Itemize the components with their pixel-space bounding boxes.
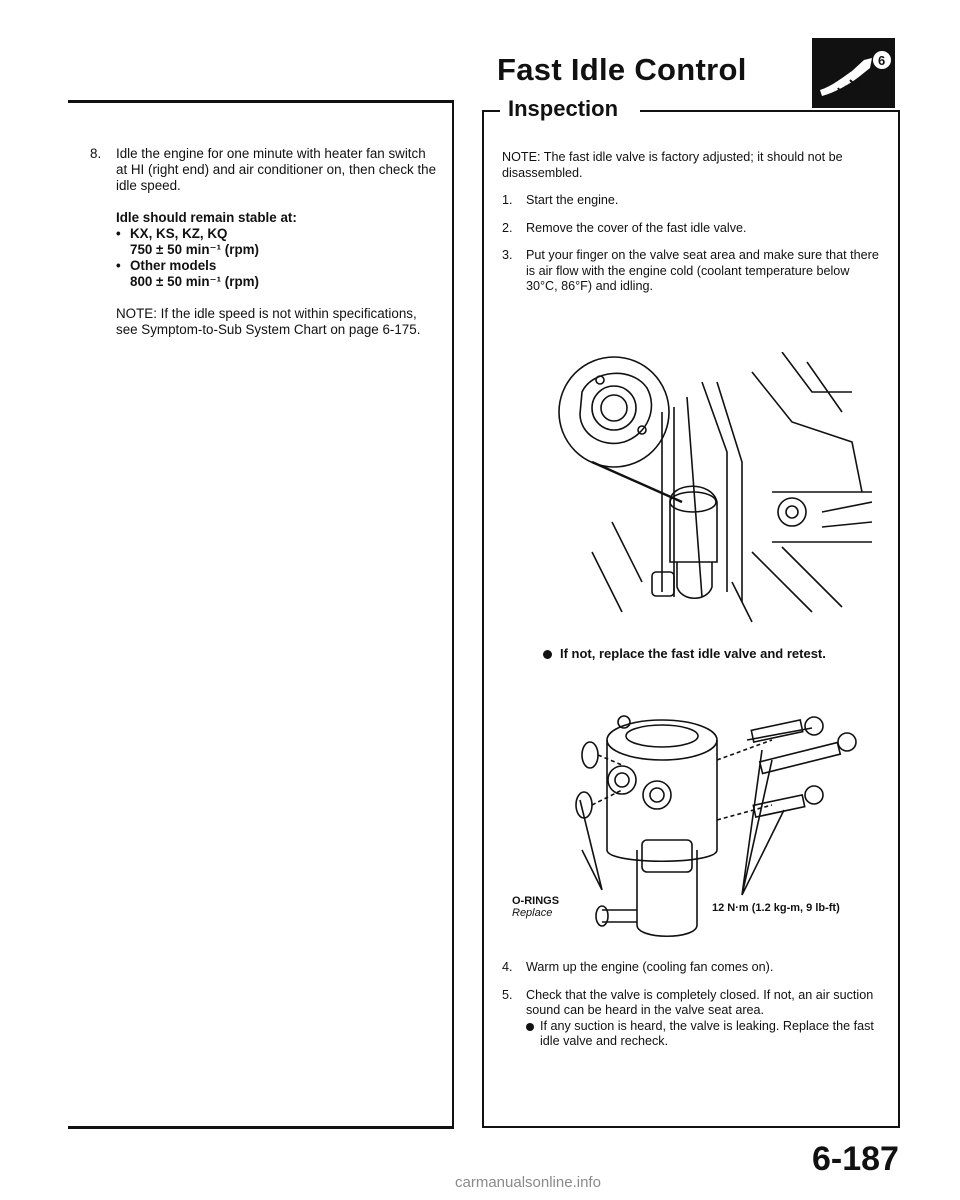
- step-number: 5.: [502, 987, 513, 1002]
- step-text: Idle the engine for one minute with heater fan switch at HI (right end) and air conditioner on, then check the idle speed.: [116, 146, 437, 193]
- step-4: [502, 960, 888, 976]
- torque-spec-label: 12 N·m (1.2 kg-m, 9 lb-ft): [712, 902, 840, 914]
- note-text: NOTE: If the idle speed is not within specifications, see Symptom-to-Sub System Chart on page 6-175.: [116, 306, 421, 337]
- inspection-steps-continued: [502, 960, 888, 1050]
- spec-label: • Other models: [130, 258, 217, 273]
- orings-title: O-RINGS: [512, 895, 560, 907]
- left-bottom-rule: [68, 1126, 454, 1129]
- left-column-border: [452, 100, 454, 1129]
- spec-label: • KX, KS, KZ, KQ: [130, 226, 228, 241]
- svg-text:6: 6: [878, 53, 886, 68]
- step-2: [502, 221, 882, 237]
- retest-text: If not, replace the fast idle valve and retest.: [560, 646, 826, 661]
- note-text: NOTE: The fast idle valve is factory adjusted; it should not be disassembled.: [502, 150, 843, 180]
- spec-value: 750 ± 50 min⁻¹ (rpm): [130, 242, 260, 257]
- step-5: [502, 988, 888, 1050]
- step-number: 8.: [90, 146, 102, 161]
- spec-heading: Idle should remain stable at:: [116, 210, 297, 225]
- page-title: Fast Idle Control: [497, 52, 747, 87]
- box-bottom-border: [482, 1126, 900, 1128]
- inspection-steps: [502, 150, 882, 307]
- step-number: 3.: [502, 248, 513, 262]
- spec-item: [116, 226, 440, 258]
- box-left-border: [482, 110, 484, 1128]
- step-text: Put your finger on the valve seat area and make sure that there is air flow with the engine cold (coolant temperature below 30°C, 86°F) and idling.: [526, 248, 879, 293]
- retest-instruction: [543, 646, 826, 661]
- spec-list: [116, 226, 440, 290]
- section-heading: Inspection: [502, 96, 624, 122]
- step-text: Remove the cover of the fast idle valve.: [526, 220, 747, 235]
- box-right-border: [898, 110, 900, 1128]
- orings-label: [512, 895, 559, 919]
- step-1: [502, 193, 882, 209]
- page-number: 6-187: [812, 1140, 899, 1178]
- box-top-rule-right: [640, 110, 900, 112]
- bullet-icon: [543, 650, 552, 659]
- step-number: 2.: [502, 220, 513, 235]
- step-8: [90, 146, 440, 338]
- spec-item: [116, 258, 440, 290]
- spec-value: 800 ± 50 min⁻¹ (rpm): [130, 274, 260, 289]
- watermark: carmanualsonline.info: [455, 1174, 601, 1191]
- leak-check-bullet: [526, 1019, 888, 1050]
- orings-replace: Replace: [512, 907, 553, 919]
- bullet-text: If any suction is heard, the valve is leaking. Replace the fast idle valve and recheck.: [540, 1018, 874, 1048]
- box-top-rule-left: [482, 110, 500, 112]
- section-logo-icon: [812, 38, 895, 108]
- left-top-rule: [68, 100, 454, 103]
- bullet-icon: [526, 1023, 534, 1031]
- engine-valve-illustration: [552, 352, 872, 627]
- step-number: 4.: [502, 960, 513, 974]
- step-text: Warm up the engine (cooling fan comes on).: [526, 960, 774, 974]
- step-3: [502, 248, 882, 295]
- step-text: Start the engine.: [526, 193, 619, 207]
- step-number: 1.: [502, 193, 513, 207]
- step-text: Check that the valve is completely closed. If not, an air suction sound can be heard in the valve seat area.: [526, 987, 874, 1017]
- left-column: [90, 146, 440, 354]
